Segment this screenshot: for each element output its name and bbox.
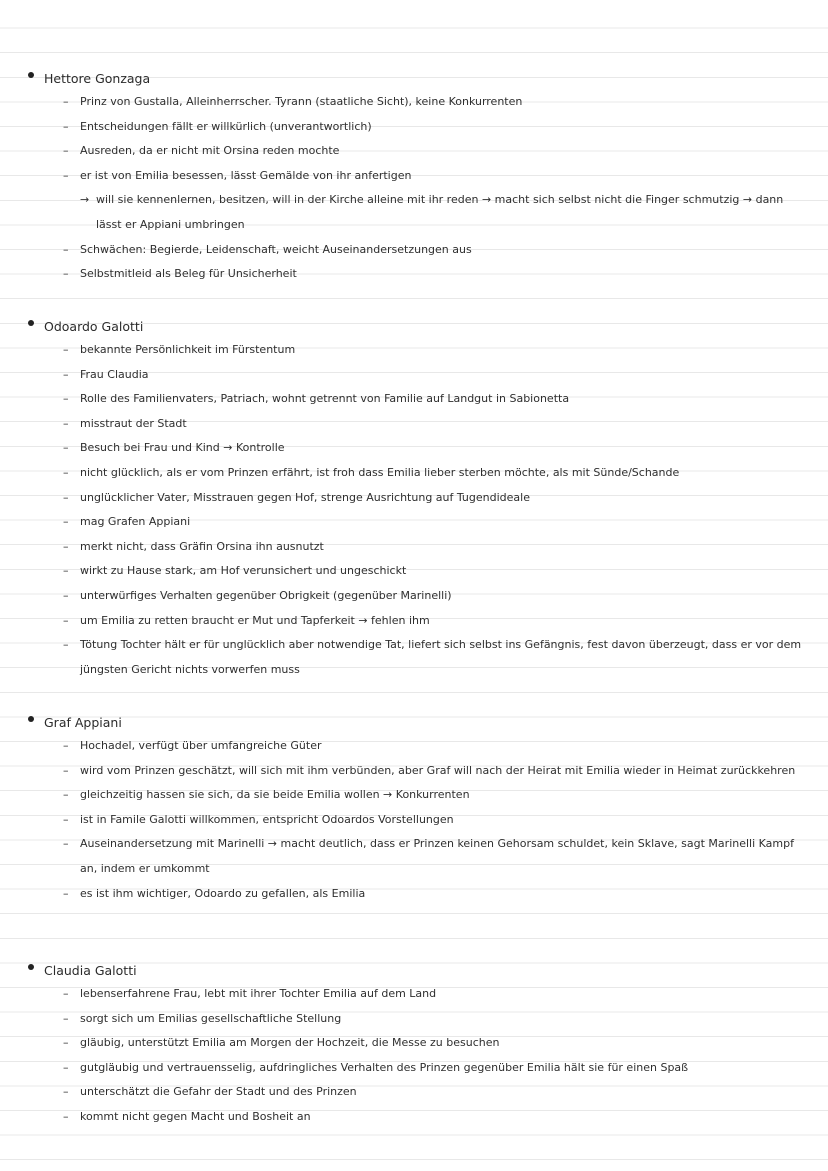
note-text: merkt nicht, dass Gräfin Orsina ihn ausnutzt [80,539,324,553]
note-text: bekannte Persönlichkeit im Fürstentum [80,343,296,356]
dash-icon: – [63,1085,69,1099]
note-text: Rolle des Familienvaters, Patriach, wohnt getrennt von Familie auf Landgut in Sabionetta [80,392,570,406]
dash-icon: – [63,564,69,578]
note-item [0,90,828,115]
note-item [0,238,828,263]
note-text: misstraut der Stadt [80,416,187,430]
note-text: Ausreden, da er nicht mit Orsina reden mochte [80,144,340,158]
note-text: Tötung Tochter hält er für unglücklich aber notwendige Tat, liefert sich selbst ins Gefängnis, fest davon überzeugt, dass er vor dem jüngsten Gericht nichts vorwerfen muss [80,638,802,676]
note-text: gutgläubig und vertrauensselig, aufdringliches Verhalten des Prinzen gegenüber Emilia hält sie für einen Spaß [80,1060,689,1074]
note-text: unglücklicher Vater, Misstrauen gegen Hof, strenge Ausrichtung auf Tugendideale [80,490,530,504]
note-item [0,1031,828,1056]
dash-icon: – [63,1060,69,1074]
note-text: um Emilia zu retten braucht er Mut und Tapferkeit → fehlen ihm [80,613,430,627]
section-title: Graf Appiani [41,715,125,730]
note-text: unterschätzt die Gefahr der Stadt und des Prinzen [80,1085,357,1099]
dash-icon: – [63,837,69,851]
note-item [0,262,828,287]
dash-icon: – [63,588,69,602]
note-item [0,633,828,682]
section-title: Hettore Gonzaga [41,71,153,86]
note-text: nicht glücklich, als er vom Prinzen erfährt, ist froh dass Emilia lieber sterben möchte, als mit Sünde/Schande [80,465,680,479]
dash-icon: – [63,343,69,356]
note-item [0,1007,828,1032]
dash-icon: – [63,490,69,504]
note-text: wird vom Prinzen geschätzt, will sich mit ihm verbünden, aber Graf will nach der Heirat mit Emilia wieder in Heimat zurückkehren [80,763,796,777]
section-title: Claudia Galotti [41,963,140,978]
note-item [0,734,828,759]
note-text: es ist ihm wichtiger, Odoardo zu gefallen, als Emilia [80,886,366,900]
dash-icon: – [63,242,69,256]
note-item [0,486,828,511]
note-list [0,338,828,682]
dash-icon: – [63,987,69,1000]
arrow-icon: → [80,193,90,207]
note-item [0,1056,828,1081]
dash-icon: – [63,465,69,479]
dash-icon: – [63,144,69,158]
note-item [0,387,828,412]
section-heading [28,710,125,734]
note-text: lebenserfahrene Frau, lebt mit ihrer Tochter Emilia auf dem Land [80,987,437,1000]
note-item [0,1105,828,1130]
section-heading [28,314,146,338]
note-item [0,164,828,189]
note-item [0,412,828,437]
note-item [0,535,828,560]
sub-note-item [0,188,828,237]
note-text: kommt nicht gegen Macht und Bosheit an [80,1109,311,1123]
dash-icon: – [63,95,69,108]
bullet-dot-icon [28,320,34,326]
note-item [0,510,828,535]
dash-icon: – [63,539,69,553]
dash-icon: – [63,392,69,406]
note-item [0,461,828,486]
section-heading [28,958,140,982]
note-text: Entscheidungen fällt er willkürlich (unverantwortlich) [80,119,372,133]
note-item [0,338,828,363]
note-text: Selbstmitleid als Beleg für Unsicherheit [80,267,297,281]
bullet-dot-icon [28,716,34,722]
note-text: Prinz von Gustalla, Alleinherrscher. Tyrann (staatliche Sicht), keine Konkurrenten [80,95,523,108]
dash-icon: – [63,416,69,430]
dash-icon: – [63,515,69,529]
dash-icon: – [63,1011,69,1025]
note-item [0,982,828,1007]
dash-icon: – [63,168,69,182]
note-text: ist in Famile Galotti willkommen, entspricht Odoardos Vorstellungen [80,812,454,826]
dash-icon: – [63,119,69,133]
note-text: gläubig, unterstützt Emilia am Morgen der Hochzeit, die Messe zu besuchen [80,1036,500,1050]
dash-icon: – [63,1109,69,1123]
note-item [0,882,828,907]
section-title: Odoardo Galotti [41,319,146,334]
note-text: Schwächen: Begierde, Leidenschaft, weicht Auseinandersetzungen aus [80,242,472,256]
note-item [0,832,828,881]
section-heading [28,66,153,90]
note-list [0,734,828,906]
note-text: Frau Claudia [80,367,149,381]
note-text: wirkt zu Hause stark, am Hof verunsichert und ungeschickt [80,564,407,578]
note-item [0,1080,828,1105]
note-item [0,363,828,388]
dash-icon: – [63,441,69,455]
dash-icon: – [63,613,69,627]
note-text: er ist von Emilia besessen, lässt Gemälde von ihr anfertigen [80,168,412,182]
note-text: will sie kennenlernen, besitzen, will in der Kirche alleine mit ihr reden → macht sich selbst nicht die Finger schmutzig → dann lässt er Appiani umbringen [96,193,784,231]
note-item [0,559,828,584]
dash-icon: – [63,1036,69,1050]
dash-icon: – [63,638,69,652]
dash-icon: – [63,886,69,900]
dash-icon: – [63,812,69,826]
note-item [0,139,828,164]
note-text: gleichzeitig hassen sie sich, da sie beide Emilia wollen → Konkurrenten [80,788,470,802]
note-text: sorgt sich um Emilias gesellschaftliche Stellung [80,1011,342,1025]
dash-icon: – [63,788,69,802]
note-item [0,436,828,461]
dash-icon: – [63,763,69,777]
note-item [0,783,828,808]
note-item [0,759,828,784]
note-list [0,982,828,1130]
dash-icon: – [63,267,69,281]
dash-icon: – [63,367,69,381]
note-item [0,115,828,140]
note-item [0,808,828,833]
note-list [0,90,828,287]
note-text: Hochadel, verfügt über umfangreiche Güter [80,739,322,752]
bullet-dot-icon [28,964,34,970]
note-text: Auseinandersetzung mit Marinelli → macht deutlich, dass er Prinzen keinen Gehorsam schuldet, kein Sklave, sagt Marinelli Kampf an, indem er umkommt [80,837,794,875]
dash-icon: – [63,739,69,752]
bullet-dot-icon [28,72,34,78]
note-text: unterwürfiges Verhalten gegenüber Obrigkeit (gegenüber Marinelli) [80,588,452,602]
note-text: mag Grafen Appiani [80,515,191,529]
note-text: Besuch bei Frau und Kind → Kontrolle [80,441,285,455]
note-item [0,584,828,609]
note-item [0,609,828,634]
